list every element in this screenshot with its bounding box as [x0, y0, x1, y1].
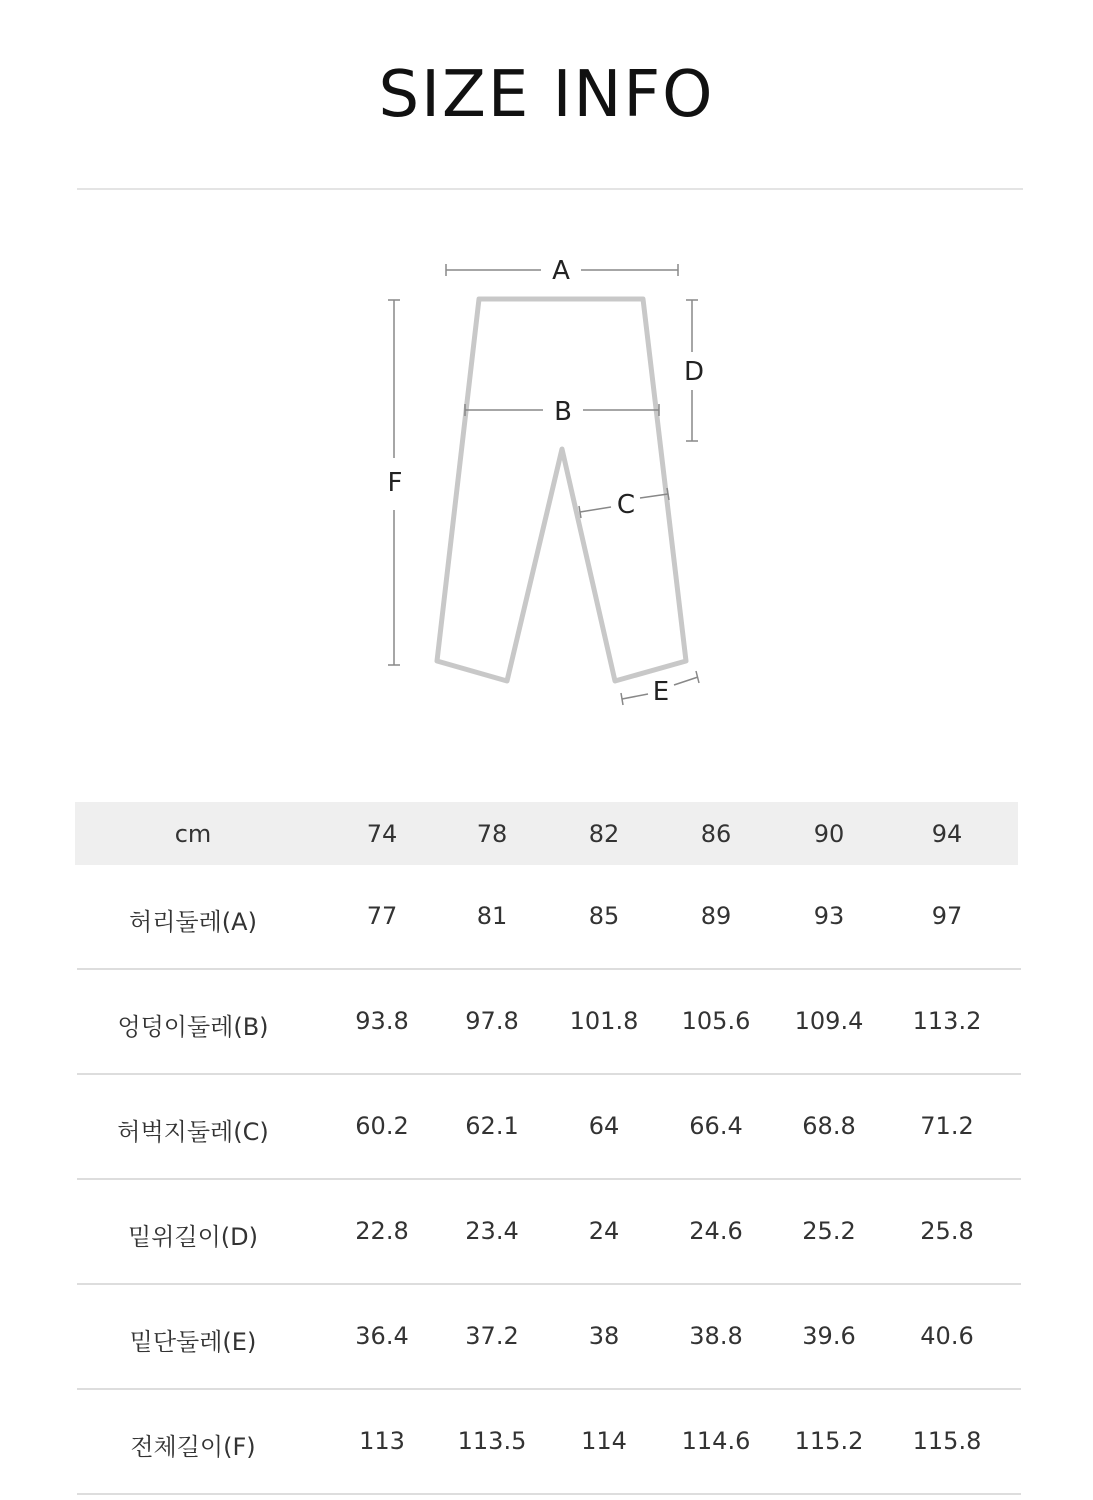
row-label: 엉덩이둘레(B) — [117, 1013, 269, 1041]
table-row — [75, 1285, 1021, 1390]
table-cell: 105.6 — [681, 1007, 751, 1035]
table-cell: 89 — [700, 902, 732, 930]
table-row — [75, 970, 1021, 1075]
table-cell: 114 — [581, 1427, 627, 1455]
table-cell: 71.2 — [920, 1112, 974, 1140]
label-c: C — [616, 490, 636, 520]
table-cell: 109.4 — [794, 1007, 864, 1035]
table-cell: 25.2 — [802, 1217, 856, 1245]
table-cell: 39.6 — [802, 1322, 856, 1350]
table-cell: 62.1 — [465, 1112, 519, 1140]
row-label: 허벅지둘레(C) — [117, 1118, 269, 1146]
header-size: 74 — [366, 820, 398, 848]
table-cell: 23.4 — [465, 1217, 519, 1245]
pants-outline — [437, 299, 686, 681]
table-cell: 115.8 — [912, 1427, 982, 1455]
header-size: 90 — [813, 820, 845, 848]
table-cell: 37.2 — [465, 1322, 519, 1350]
table-cell: 93 — [813, 902, 845, 930]
header-unit: cm — [174, 820, 212, 848]
row-label: 밑위길이(D) — [128, 1223, 258, 1251]
table-cell: 101.8 — [569, 1007, 639, 1035]
table-cell: 77 — [366, 902, 398, 930]
table-cell: 113 — [359, 1427, 405, 1455]
table-cell: 25.8 — [920, 1217, 974, 1245]
header-size: 94 — [931, 820, 963, 848]
table-cell: 81 — [476, 902, 508, 930]
table-row — [75, 1390, 1021, 1495]
table-cell: 38 — [588, 1322, 620, 1350]
row-label: 전체길이(F) — [130, 1433, 256, 1461]
table-cell: 24.6 — [689, 1217, 743, 1245]
table-cell: 97.8 — [465, 1007, 519, 1035]
table-cell: 68.8 — [802, 1112, 856, 1140]
row-label: 밑단둘레(E) — [129, 1328, 257, 1356]
label-d: D — [683, 357, 705, 387]
table-cell: 24 — [588, 1217, 620, 1245]
table-cell: 85 — [588, 902, 620, 930]
table-cell: 114.6 — [681, 1427, 751, 1455]
label-f: F — [387, 468, 403, 498]
table-cell: 60.2 — [355, 1112, 409, 1140]
label-b: B — [554, 397, 572, 427]
header-size: 86 — [700, 820, 732, 848]
table-cell: 38.8 — [689, 1322, 743, 1350]
header-size: 82 — [588, 820, 620, 848]
row-divider — [77, 1493, 1021, 1495]
table-cell: 93.8 — [355, 1007, 409, 1035]
table-cell: 115.2 — [794, 1427, 864, 1455]
label-e: E — [652, 677, 670, 707]
table-cell: 113.5 — [457, 1427, 527, 1455]
label-a: A — [552, 256, 570, 286]
table-cell: 97 — [931, 902, 963, 930]
table-cell: 113.2 — [912, 1007, 982, 1035]
table-row — [75, 1180, 1021, 1285]
table-cell: 66.4 — [689, 1112, 743, 1140]
table-cell: 36.4 — [355, 1322, 409, 1350]
table-row — [75, 1075, 1021, 1180]
table-header-row — [75, 802, 1018, 865]
table-cell: 22.8 — [355, 1217, 409, 1245]
table-row — [75, 865, 1021, 970]
table-cell: 40.6 — [920, 1322, 974, 1350]
header-size: 78 — [476, 820, 508, 848]
table-cell: 64 — [588, 1112, 620, 1140]
page-title: SIZE INFO — [378, 58, 715, 132]
row-label: 허리둘레(A) — [129, 908, 257, 936]
